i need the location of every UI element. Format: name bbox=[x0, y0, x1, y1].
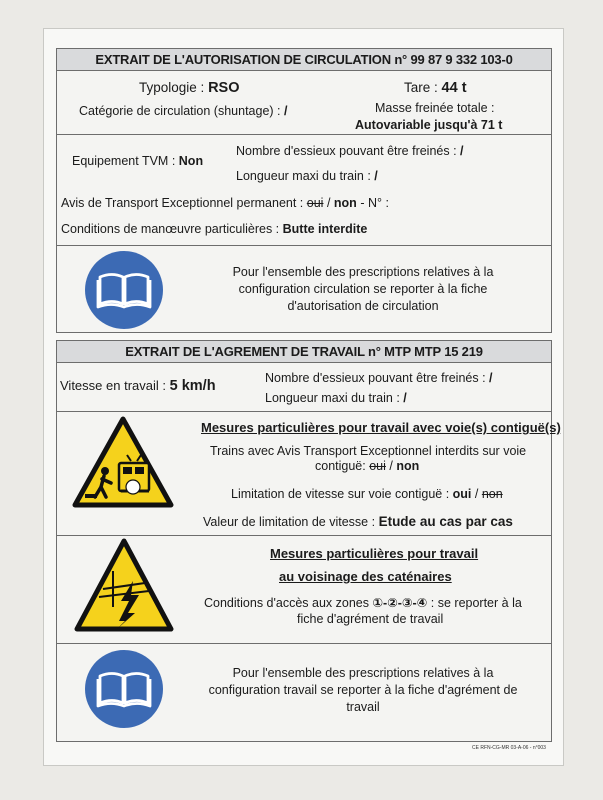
contigue-title: Mesures particulières pour travail avec voie(s) contiguë(s) bbox=[201, 420, 561, 435]
circulation-note-2: configuration circulation se reporter à la fiche bbox=[238, 282, 488, 296]
manual-book-icon bbox=[83, 648, 165, 730]
circulation-note-1: Pour l'ensemble des prescriptions relatives à la bbox=[232, 265, 494, 279]
footer-reference: CE RFN-CG-MR 03-A-06 - n°003 bbox=[472, 745, 546, 751]
longueur-line bbox=[236, 169, 378, 184]
travail-essieux-line bbox=[265, 371, 493, 386]
travail-essieux-label: Nombre d'essieux pouvant être freinés : bbox=[265, 371, 486, 385]
catenaire-title-2: au voisinage des caténaires bbox=[279, 569, 452, 584]
circulation-note-3: d'autorisation de circulation bbox=[287, 299, 439, 313]
tare-label: Tare : bbox=[404, 80, 438, 95]
travail-longueur-value: / bbox=[403, 391, 407, 405]
vitesse-label: Vitesse en travail : bbox=[60, 378, 166, 393]
valeur-label: Valeur de limitation de vitesse : bbox=[203, 515, 376, 529]
travail-note-2: configuration travail se reporter à la fiche d'agrément de bbox=[208, 683, 518, 697]
electric-hazard-icon bbox=[73, 537, 175, 635]
masse-label: Masse freinée totale : bbox=[375, 101, 495, 115]
travail-note-1: Pour l'ensemble des prescriptions relatives à la bbox=[232, 666, 494, 680]
typologie-line bbox=[139, 80, 239, 96]
ate-line bbox=[61, 196, 389, 211]
divider bbox=[57, 643, 551, 644]
longueur-value: / bbox=[374, 169, 378, 183]
longueur-label: Longueur maxi du train : bbox=[236, 169, 371, 183]
masse-value: Autovariable jusqu'à 71 t bbox=[355, 118, 503, 132]
limitation-slash: / bbox=[474, 487, 479, 501]
acces-label: Conditions d'accès aux zones bbox=[204, 596, 369, 610]
travail-essieux-value: / bbox=[489, 371, 493, 385]
contigue-slash: / bbox=[389, 459, 393, 473]
manual-book-icon bbox=[83, 249, 165, 331]
limitation-oui: oui bbox=[452, 487, 472, 501]
contigue-oui: oui bbox=[369, 459, 386, 473]
contigue-label: contiguë: bbox=[315, 459, 366, 473]
essieux-label: Nombre d'essieux pouvant être freinés : bbox=[236, 144, 457, 158]
acces-tail: : se reporter à la bbox=[430, 596, 522, 610]
acces-line-2: fiche d'agrément de travail bbox=[297, 612, 444, 626]
essieux-line bbox=[236, 144, 464, 159]
vitesse-value: 5 km/h bbox=[169, 378, 216, 394]
typologie-value: RSO bbox=[208, 80, 240, 96]
vitesse-line bbox=[60, 378, 216, 394]
tare-line bbox=[404, 80, 467, 96]
ate-oui: oui bbox=[306, 196, 324, 210]
ate-non: non bbox=[333, 196, 357, 210]
divider bbox=[57, 134, 551, 135]
tare-value: 44 t bbox=[441, 80, 467, 96]
manoeuvre-line bbox=[61, 222, 367, 237]
divider bbox=[57, 535, 551, 536]
contigue-line-2 bbox=[315, 459, 419, 474]
valeur-line bbox=[203, 514, 513, 530]
circulation-panel bbox=[56, 48, 552, 333]
categorie-line bbox=[79, 104, 287, 119]
manoeuvre-value: Butte interdite bbox=[282, 222, 368, 236]
travail-title: EXTRAIT DE L'AGREMENT DE TRAVAIL n° MTP MTP 15 219 bbox=[57, 341, 551, 363]
travail-note-3: travail bbox=[346, 700, 380, 714]
contigue-line-1: Trains avec Avis Transport Exceptionnel interdits sur voie bbox=[210, 444, 527, 458]
catenaire-title-1: Mesures particulières pour travail bbox=[270, 546, 479, 561]
manoeuvre-label: Conditions de manœuvre particulières : bbox=[61, 222, 280, 236]
limitation-label: Limitation de vitesse sur voie contiguë : bbox=[231, 487, 450, 501]
limitation-line bbox=[231, 487, 503, 502]
tvm-value: Non bbox=[178, 154, 204, 168]
circulation-title: EXTRAIT DE L'AUTORISATION DE CIRCULATION n° 99 87 9 332 103-0 bbox=[57, 49, 551, 71]
acces-zones: ①-②-③-④ bbox=[372, 596, 428, 610]
tvm-line bbox=[72, 154, 203, 169]
train-worker-warning-icon bbox=[71, 415, 175, 511]
categorie-label: Catégorie de circulation (shuntage) : bbox=[79, 104, 281, 118]
ate-label: Avis de Transport Exceptionnel permanent : bbox=[61, 196, 304, 210]
travail-longueur-line bbox=[265, 391, 407, 406]
limitation-non: non bbox=[481, 487, 503, 501]
travail-panel bbox=[56, 340, 561, 742]
typologie-label: Typologie : bbox=[139, 80, 205, 95]
categorie-value: / bbox=[284, 104, 288, 118]
divider bbox=[57, 411, 551, 412]
essieux-value: / bbox=[460, 144, 464, 158]
travail-longueur-label: Longueur maxi du train : bbox=[265, 391, 400, 405]
ate-num: - N° : bbox=[360, 196, 389, 210]
divider bbox=[57, 245, 551, 246]
contigue-non: non bbox=[396, 459, 420, 473]
ate-slash: / bbox=[326, 196, 331, 210]
valeur-value: Etude au cas par cas bbox=[378, 514, 513, 529]
acces-line bbox=[204, 596, 522, 611]
tvm-label: Equipement TVM : bbox=[72, 154, 176, 168]
